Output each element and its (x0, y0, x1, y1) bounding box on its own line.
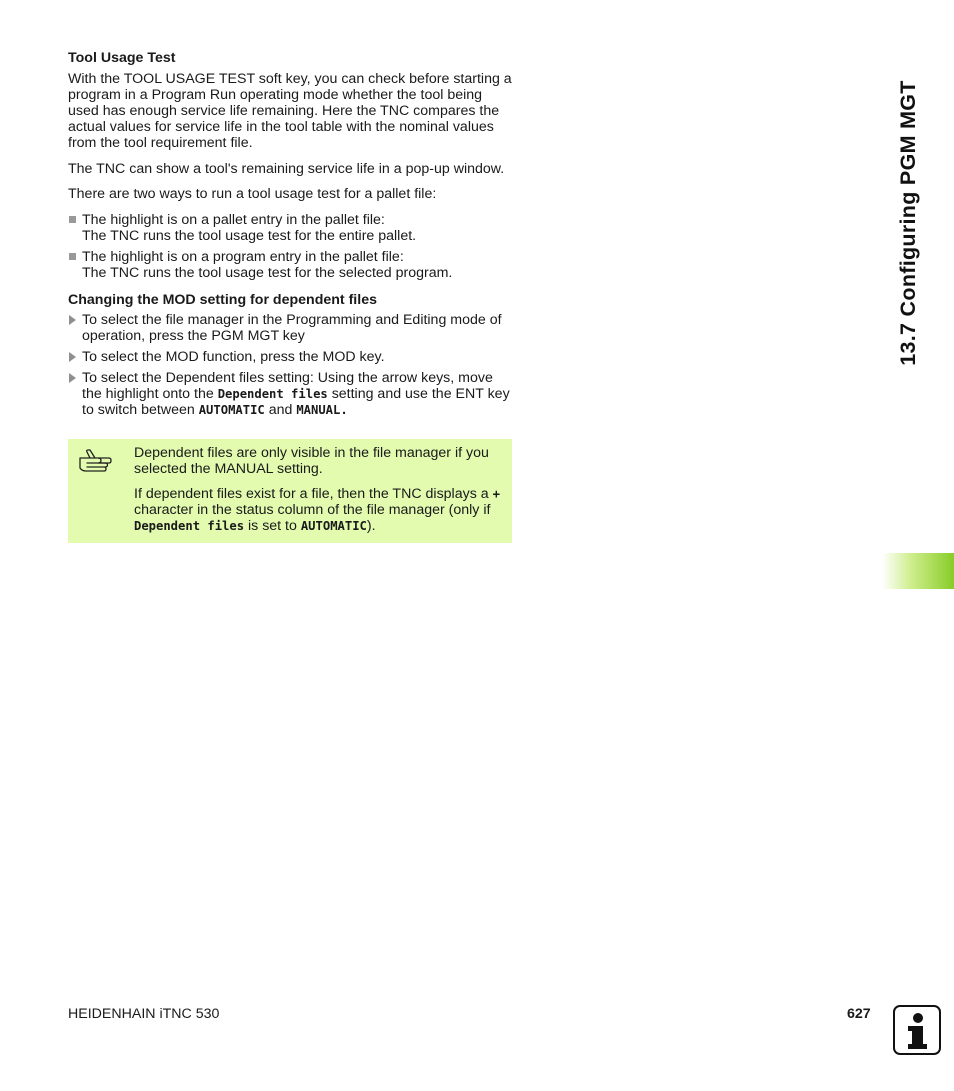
main-content (68, 49, 514, 418)
pointing-hand-icon (78, 449, 112, 473)
info-icon (893, 1005, 941, 1055)
list-item-text: The TNC runs the tool usage test for the selected program. (82, 265, 453, 281)
note-box (68, 439, 512, 543)
note-text-part: is set to (244, 518, 301, 534)
note-text-part: character in the status column of the file manager (only if (134, 502, 491, 518)
arrow-bullet-icon (69, 373, 76, 383)
note-text-part: If dependent files exist for a file, then the TNC displays a (134, 486, 493, 502)
step-text-part: To select the Dependent files setting: Using the arrow keys, move the highlight onto the (82, 370, 493, 402)
step-item (68, 349, 514, 365)
step-item (68, 312, 514, 344)
footer-product: HEIDENHAIN iTNC 530 (68, 1006, 220, 1022)
section-heading-mod-setting: Changing the MOD setting for dependent files (68, 292, 377, 308)
paragraph-popup: The TNC can show a tool's remaining service life in a pop-up window. (68, 161, 505, 177)
paragraph-two-ways: There are two ways to run a tool usage test for a pallet file: (68, 186, 437, 202)
code-dependent-files: Dependent files (134, 519, 245, 533)
list-item-text: The TNC runs the tool usage test for the entire pallet. (82, 228, 417, 244)
note-text-part: ). (366, 518, 376, 534)
square-bullet-icon (69, 253, 76, 260)
step-text-part: and (264, 402, 297, 418)
code-automatic: AUTOMATIC (300, 519, 367, 533)
chapter-title-text: 13.7 Configuring PGM MGT (896, 79, 920, 366)
list-item-text: The highlight is on a pallet entry in the pallet file: (82, 212, 385, 228)
code-manual: MANUAL. (296, 403, 348, 417)
step-text: To select the file manager in the Programming and Editing mode of operation, press the PGM MGT key (82, 312, 502, 344)
note-paragraph (134, 486, 506, 534)
chapter-tab (882, 553, 954, 589)
code-dependent-files: Dependent files (217, 387, 328, 401)
note-text (134, 445, 506, 534)
note-paragraph: Dependent files are only visible in the file manager if you selected the MANUAL setting. (134, 445, 489, 477)
list-item (68, 212, 514, 244)
step-text (82, 370, 514, 418)
chapter-side-title (893, 60, 923, 385)
page-number: 627 (847, 1006, 871, 1022)
step-text: To select the MOD function, press the MOD key. (82, 349, 385, 365)
info-glyph-icon (895, 1007, 939, 1053)
code-plus: + (492, 487, 500, 501)
code-automatic: AUTOMATIC (198, 403, 265, 417)
step-text-part: setting and use the ENT key to switch between (82, 386, 510, 418)
section-heading-tool-usage-test: Tool Usage Test (68, 50, 176, 66)
arrow-bullet-icon (69, 352, 76, 362)
paragraph-intro: With the TOOL USAGE TEST soft key, you can check before starting a program in a Program Run operating mode whether the tool being used has enough service life remaining. Here the TNC compares the actual values for service life in the tool table with the nominal values from the tool requirement file. (68, 71, 512, 151)
step-item (68, 370, 514, 418)
list-item (68, 249, 514, 281)
square-bullet-icon (69, 216, 76, 223)
arrow-bullet-icon (69, 315, 76, 325)
list-item-text: The highlight is on a program entry in the pallet file: (82, 249, 404, 265)
